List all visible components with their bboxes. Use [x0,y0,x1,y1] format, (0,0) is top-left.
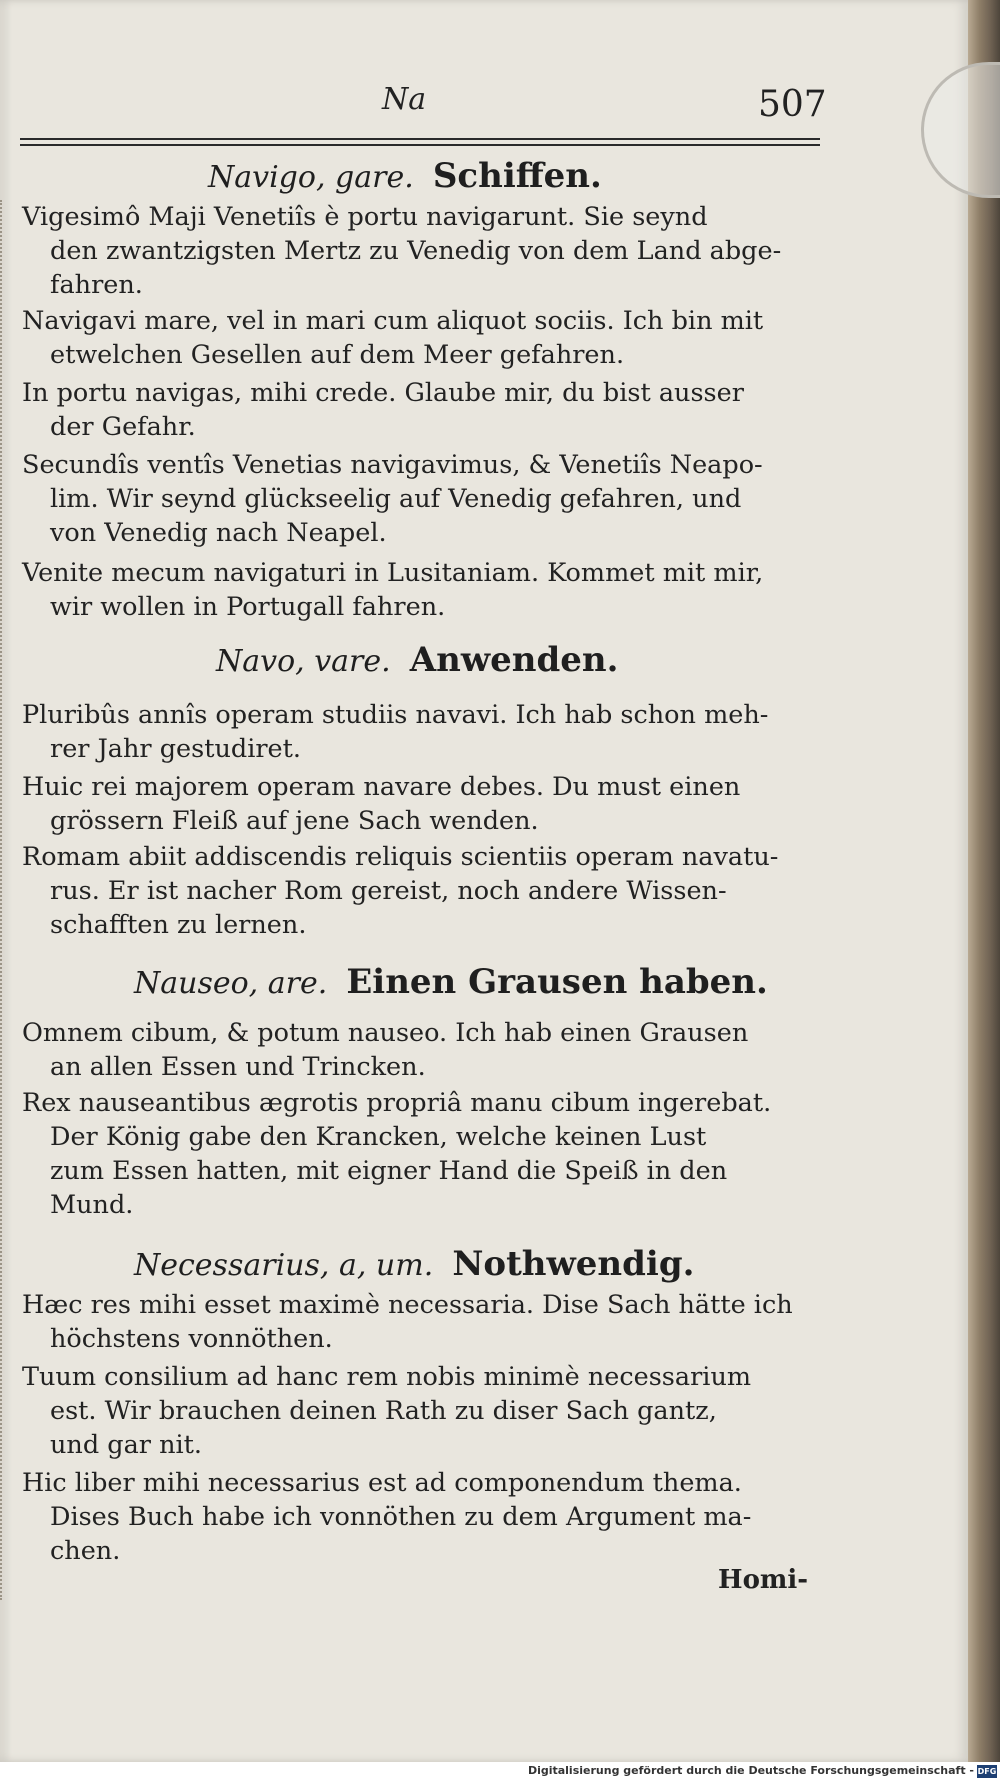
entry-translation: Einen Grausen haben. [346,962,768,1002]
text-line: höchstens vonnöthen. [50,1324,333,1354]
entry-heading [216,640,618,680]
text-line: schafften zu lernen. [50,910,307,940]
text-line: und gar nit. [50,1430,203,1460]
text-line: Secundîs ventîs Venetias navigavimus, & Venetiîs Neapo- [22,450,763,480]
text-line: Der König gabe den Krancken, welche keinen Lust [50,1122,707,1152]
text-line: Navigavi mare, vel in mari cum aliquot sociis. Ich bin mit [22,306,764,336]
text-line: In portu navigas, mihi crede. Glaube mir, du bist ausser [22,378,744,408]
text-line: est. Wir brauchen deinen Rath zu diser Sach gantz, [50,1396,717,1426]
example-paragraph [22,698,842,766]
entry-lemma: Necessarius, a, um. [134,1248,434,1283]
dfg-logo: DFG [977,1767,997,1776]
page-number: 507 [758,84,827,125]
text-line: von Venedig nach Neapel. [50,518,387,548]
text-line: fahren. [50,270,143,300]
text-line: Vigesimô Maji Venetiîs è portu navigarunt. Sie seynd [22,202,708,232]
text-line: Huic rei majorem operam navare debes. Du must einen [22,772,741,802]
example-paragraph [22,770,842,838]
example-paragraph [22,840,842,942]
text-line: Hæc res mihi esset maximè necessaria. Dise Sach hätte ich [22,1290,793,1320]
text-line: den zwantzigsten Mertz zu Venedig von dem Land abge- [50,236,782,266]
text-line: Hic liber mihi necessarius est ad componendum thema. [22,1468,742,1498]
text-line: zum Essen hatten, mit eigner Hand die Speiß in den [50,1156,728,1186]
running-head: Na [382,82,427,117]
text-line: Omnem cibum, & potum nauseo. Ich hab einen Grausen [22,1018,749,1048]
header-rule [20,138,820,146]
text-line: Mund. [50,1190,134,1220]
entry-heading [134,1244,694,1284]
text-line: lim. Wir seynd glückseelig auf Venedig gefahren, und [50,484,742,514]
digitization-footer [0,1762,1000,1782]
entry-lemma: Navo, vare. [216,644,391,679]
entry-lemma: Navigo, gare. [208,160,414,195]
text-line: grössern Fleiß auf jene Sach wenden. [50,806,539,836]
example-paragraph [22,448,842,550]
text-line: rer Jahr gestudiret. [50,734,302,764]
text-line: etwelchen Gesellen auf dem Meer gefahren. [50,340,625,370]
entry-translation: Schiffen. [432,156,602,196]
entry-translation: Anwenden. [409,640,619,680]
text-line: chen. [50,1536,121,1566]
funding-credit: Digitalisierung gefördert durch die Deutsche Forschungsgemeinschaft - [527,1764,974,1777]
entry-heading [134,962,768,1002]
text-line: rus. Er ist nacher Rom gereist, noch andere Wissen- [50,876,727,906]
example-paragraph [22,304,842,372]
text-line: wir wollen in Portugall fahren. [50,592,446,622]
catchword: Homi- [718,1565,809,1595]
example-paragraph [22,1466,842,1568]
text-line: Rex nauseantibus ægrotis propriâ manu cibum ingerebat. [22,1088,772,1118]
example-paragraph [22,200,842,302]
example-paragraph [22,1086,842,1222]
entry-translation: Nothwendig. [452,1244,695,1284]
text-line: Pluribûs annîs operam studiis navavi. Ich hab schon meh- [22,700,769,730]
text-line: an allen Essen und Trincken. [50,1052,426,1082]
page-margin-marks [0,200,8,1600]
text-line: Romam abiit addiscendis reliquis scientiis operam navatu- [22,842,779,872]
book-spine-edge [968,0,1000,1762]
text-line: Tuum consilium ad hanc rem nobis minimè necessarium [22,1362,752,1392]
entry-heading [208,156,602,196]
text-line: Dises Buch habe ich vonnöthen zu dem Argument ma- [50,1502,752,1532]
example-paragraph [22,1016,842,1084]
text-line: der Gefahr. [50,412,196,442]
example-paragraph [22,376,842,444]
example-paragraph [22,1360,842,1462]
entry-lemma: Nauseo, are. [134,966,328,1001]
example-paragraph [22,556,842,624]
example-paragraph [22,1288,842,1356]
text-line: Venite mecum navigaturi in Lusitaniam. Kommet mit mir, [22,558,764,588]
